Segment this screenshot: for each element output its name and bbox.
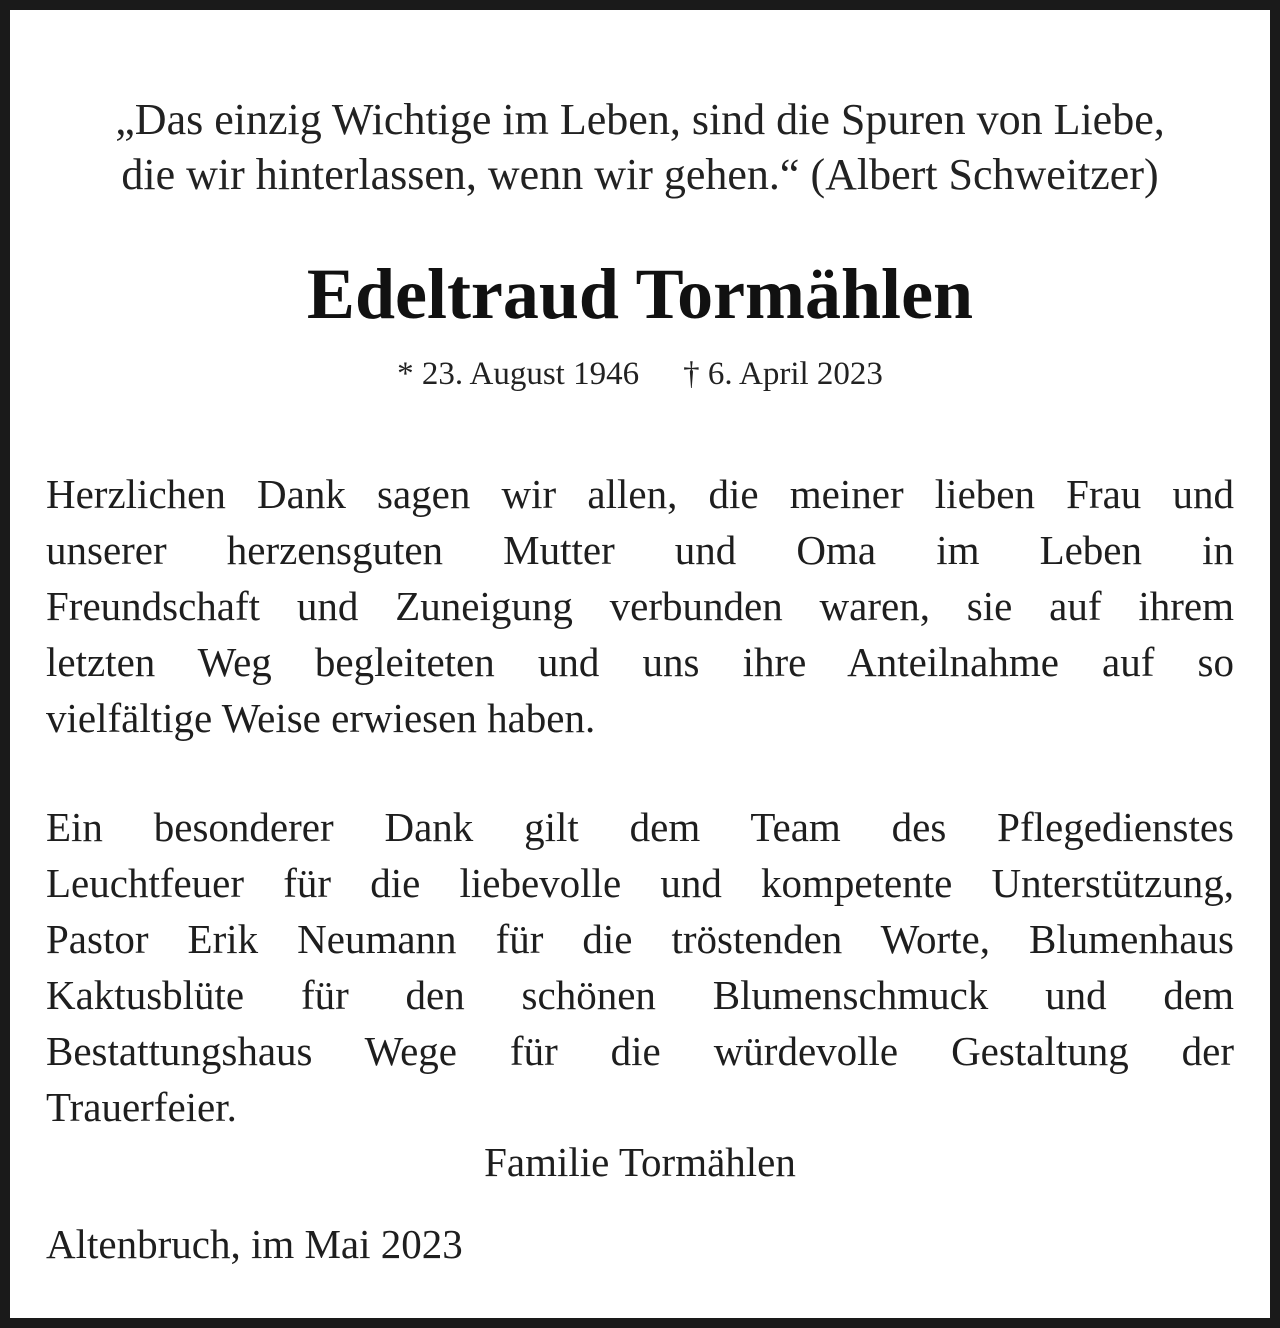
text-line: Pastor Erik Neumann für die tröstenden Worte, Blumenhaus: [46, 916, 1234, 962]
family-signature: Familie Tormählen: [484, 1139, 796, 1185]
special-thanks-paragraph: [46, 799, 1234, 1135]
quote-line: „Das einzig Wichtige im Leben, sind die Spuren von Liebe,: [115, 95, 1165, 144]
text-line: Kaktusblüte für den schönen Blumenschmuck und dem: [46, 972, 1234, 1018]
place-and-date: Altenbruch, im Mai 2023: [46, 1221, 463, 1267]
thanks-paragraph: [46, 466, 1234, 746]
text-line: Leuchtfeuer für die liebevolle und kompetente Unterstützung,: [46, 860, 1234, 906]
birth-date: * 23. August 1946: [397, 356, 640, 392]
deceased-name: Edeltraud Tormählen: [306, 254, 974, 334]
text-line: letzten Weg begleiteten und uns ihre Anteilnahme auf so: [46, 639, 1234, 685]
text-line: Freundschaft und Zuneigung verbunden waren, sie auf ihrem: [46, 583, 1234, 629]
quote-line: die wir hinterlassen, wenn wir gehen.“ (Albert Schweitzer): [121, 150, 1159, 199]
death-date: † 6. April 2023: [683, 356, 883, 392]
text-line: Herzlichen Dank sagen wir allen, die meiner lieben Frau und: [46, 471, 1234, 517]
text-line: Trauerfeier.: [46, 1084, 237, 1130]
quote: [10, 92, 1270, 202]
text-line: Ein besonderer Dank gilt dem Team des Pflegedienstes: [46, 804, 1234, 850]
text-line: vielfältige Weise erwiesen haben.: [46, 695, 596, 741]
text-line: unserer herzensguten Mutter und Oma im Leben in: [46, 527, 1234, 573]
text-line: Bestattungshaus Wege für die würdevolle Gestaltung der: [46, 1028, 1234, 1074]
life-dates: [10, 354, 1270, 394]
